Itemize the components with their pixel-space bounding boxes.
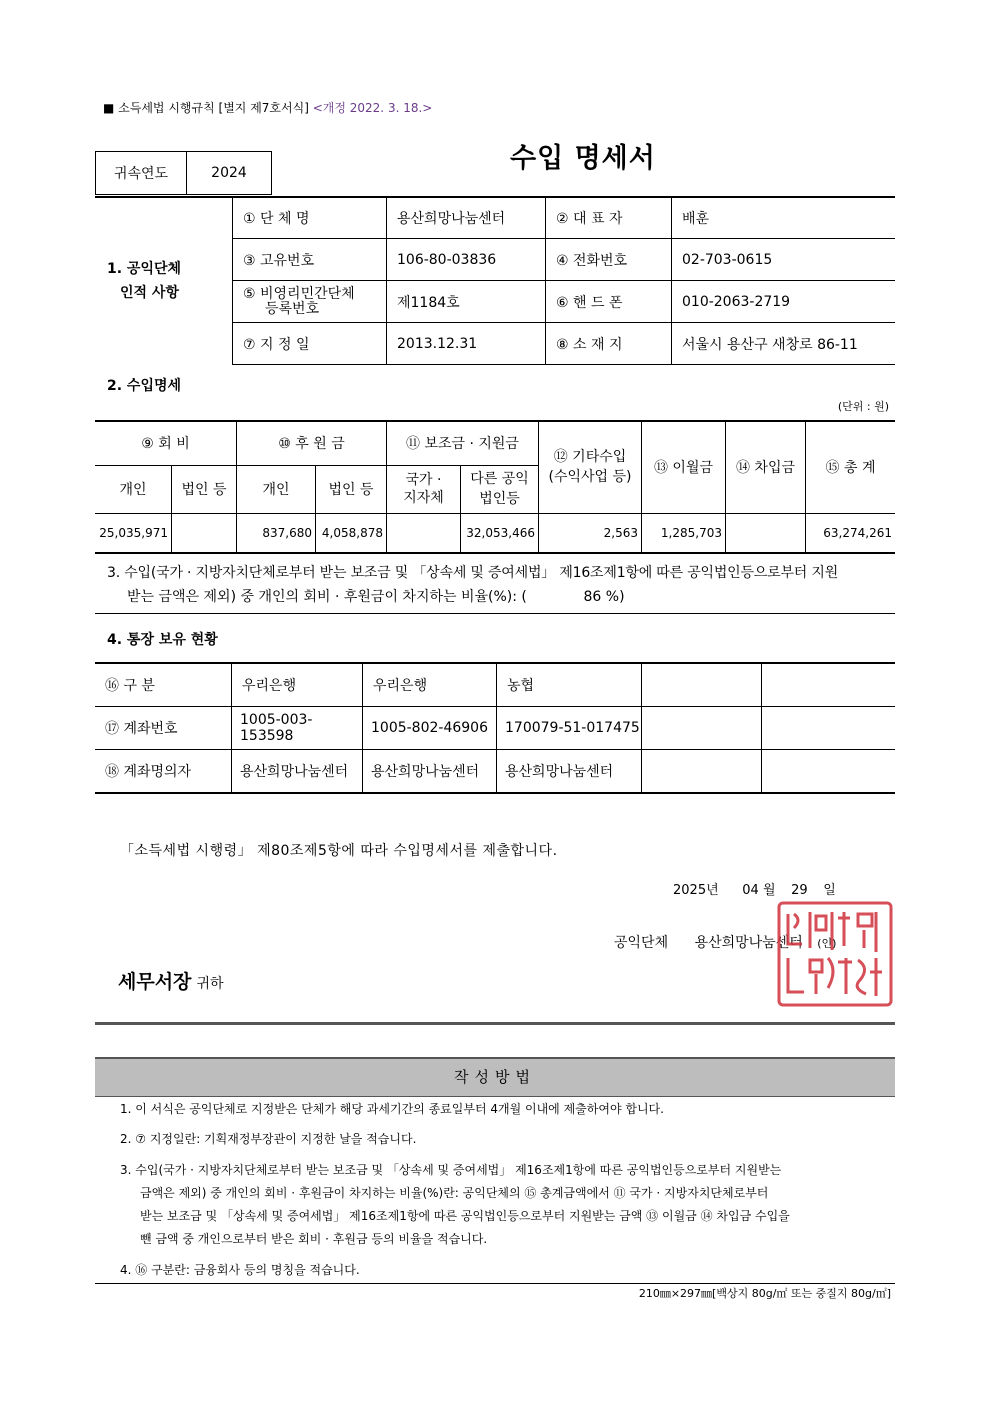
mobile-label: ⑥ 핸 드 폰 [546, 281, 672, 323]
account-row-label: ⑰ 계좌번호 [95, 707, 232, 750]
declaration-text: 「소득세법 시행령」 제80조제5항에 따라 수입명세서를 제출합니다. [120, 843, 558, 859]
reg-value: 제1184호 [387, 281, 546, 323]
col-subsidy: ⑪ 보조금 · 지원금 [387, 421, 539, 465]
reg-label: ⑤ 비영리민간단체 등록번호 [233, 281, 387, 323]
bank-type [762, 663, 896, 707]
phone-value: 02-703-0615 [672, 239, 896, 281]
val-other-income: 2,563 [539, 513, 642, 553]
val-subsidy-other: 32,053,466 [461, 513, 539, 553]
sub-individual: 개인 [95, 465, 172, 513]
account-number [642, 707, 762, 750]
guide-item: 3. 수입(국가 · 지방자치단체로부터 받는 보조금 및 「상속세 및 증여세법」 제16조제1항에 따른 공익법인등으로부터 지원받는 [120, 1163, 782, 1177]
paper-spec: 210㎜×297㎜[백상지 80g/㎡ 또는 중질지 80g/㎡] [638, 1287, 891, 1300]
val-subsidy-gov [387, 513, 461, 553]
account-number: 170079-51-017475 [497, 707, 642, 750]
addressee-suffix: 귀하 [196, 976, 224, 992]
org-name-value: 용산희망나눔센터 [387, 197, 546, 239]
date-label: ⑦ 지 정 일 [233, 323, 387, 365]
unit-note: (단위 : 원) [837, 400, 889, 413]
ratio-statement [107, 561, 897, 609]
val-carryover: 1,285,703 [642, 513, 726, 553]
val-total: 63,274,261 [806, 513, 896, 553]
bank-section-title: 4. 통장 보유 현황 [107, 632, 218, 648]
seal-mark: (인) [817, 937, 837, 950]
account-number: 1005-802-46906 [363, 707, 497, 750]
year-box [95, 151, 272, 195]
sub-corp: 법인 등 [316, 465, 387, 513]
id-value: 106-80-03836 [387, 239, 546, 281]
guide-item: 뺀 금액 중 개인으로부터 받은 회비 · 후원금 등의 비율을 적습니다. [140, 1232, 488, 1246]
seal-stamp-icon [776, 900, 894, 1008]
col-total: ⑮ 총 계 [806, 421, 896, 513]
org-section-title: 1. 공익단체 인적 사항 [95, 197, 233, 365]
year-label: 귀속연도 [96, 152, 187, 195]
val-membership-individual: 25,035,971 [95, 513, 172, 553]
section-divider [95, 1022, 895, 1025]
type-row-label: ⑯ 구 분 [95, 663, 232, 707]
bank-type: 농협 [497, 663, 642, 707]
signer-label: 공익단체 [614, 935, 669, 951]
sub-other-corp: 다른 공익 법인등 [461, 465, 539, 513]
addr-label: ⑧ 소 재 지 [546, 323, 672, 365]
form-reference [103, 99, 432, 116]
bank-type: 우리은행 [232, 663, 363, 707]
col-membership: ⑨ 회 비 [95, 421, 237, 465]
year-value: 2024 [187, 152, 272, 195]
phone-label: ④ 전화번호 [546, 239, 672, 281]
income-table [95, 420, 895, 554]
account-holder [642, 750, 762, 794]
signer-name: 용산희망나눔센터 [694, 935, 803, 951]
sub-corp: 법인 등 [172, 465, 237, 513]
org-info-table [95, 197, 895, 365]
rep-value: 배훈 [672, 197, 896, 239]
document-title: 수입 명세서 [510, 143, 656, 174]
guide-item: 2. ⑦ 지정일란: 기획재정부장관이 지정한 날을 적습니다. [120, 1132, 417, 1146]
guide-item: 받는 보조금 및 「상속세 및 증여세법」 제16조제1항에 따른 공익법인등으로부터 지원받는 금액 ⑬ 이월금 ⑭ 차입금 수입을 [140, 1209, 790, 1223]
sub-gov: 국가 · 지자체 [387, 465, 461, 513]
account-holder [762, 750, 896, 794]
guide-title: 작성방법 [95, 1057, 895, 1097]
ratio-value: 86 [583, 589, 602, 605]
guide-item: 4. ⑯ 구분란: 금융회사 등의 명칭을 적습니다. [120, 1263, 360, 1277]
addressee-title: 세무서장 [118, 971, 192, 993]
rep-label: ② 대 표 자 [546, 197, 672, 239]
ratio-line-2: 받는 금액은 제외) 중 개인의 회비 · 후원금이 차지하는 비율(%): ( 86 %) [107, 585, 897, 609]
bank-type: 우리은행 [363, 663, 497, 707]
account-holder: 용산희망나눔센터 [363, 750, 497, 794]
account-number [762, 707, 896, 750]
account-holder: 용산희망나눔센터 [497, 750, 642, 794]
col-loan: ⑭ 차입금 [726, 421, 806, 513]
bank-table [95, 662, 895, 794]
mobile-value: 010-2063-2719 [672, 281, 896, 323]
val-donation-corp: 4,058,878 [316, 513, 387, 553]
guide-item: 1. 이 서식은 공익단체로 지정받은 단체가 해당 과세기간의 종료일부터 4개월 이내에 제출하여야 합니다. [120, 1102, 664, 1116]
date-value: 2013.12.31 [387, 323, 546, 365]
account-number: 1005-003-153598 [232, 707, 363, 750]
val-loan [726, 513, 806, 553]
org-name-label: ① 단 체 명 [233, 197, 387, 239]
val-membership-corp [172, 513, 237, 553]
addressee [118, 967, 224, 994]
form-ref-text: ■ 소득세법 시행규칙 [별지 제7호서식] [103, 101, 309, 115]
guide-item: 금액은 제외) 중 개인의 회비 · 후원금이 차지하는 비율(%)란: 공익단체의 ⑮ 총계금액에서 ⑪ 국가 · 지방자치단체로부터 [140, 1186, 769, 1200]
footer-divider [95, 1283, 895, 1284]
bank-type [642, 663, 762, 707]
col-donation: ⑩ 후 원 금 [237, 421, 387, 465]
addr-value: 서울시 용산구 새창로 86-11 [672, 323, 896, 365]
submission-date: 2025년 04 월 29 일 [673, 883, 836, 898]
holder-row-label: ⑱ 계좌명의자 [95, 750, 232, 794]
id-label: ③ 고유번호 [233, 239, 387, 281]
sub-individual: 개인 [237, 465, 316, 513]
val-donation-individual: 837,680 [237, 513, 316, 553]
col-carryover: ⑬ 이월금 [642, 421, 726, 513]
account-holder: 용산희망나눔센터 [232, 750, 363, 794]
revision-note: <개정 2022. 3. 18.> [312, 101, 433, 115]
income-section-title: 2. 수입명세 [107, 378, 182, 394]
section-divider [95, 613, 895, 614]
col-other-income: ⑫ 기타수입 (수익사업 등) [539, 421, 642, 513]
ratio-line-1: 3. 수입(국가 · 지방자치단체로부터 받는 보조금 및 「상속세 및 증여세법」 제16조제1항에 따른 공익법인등으로부터 지원 [107, 565, 839, 581]
